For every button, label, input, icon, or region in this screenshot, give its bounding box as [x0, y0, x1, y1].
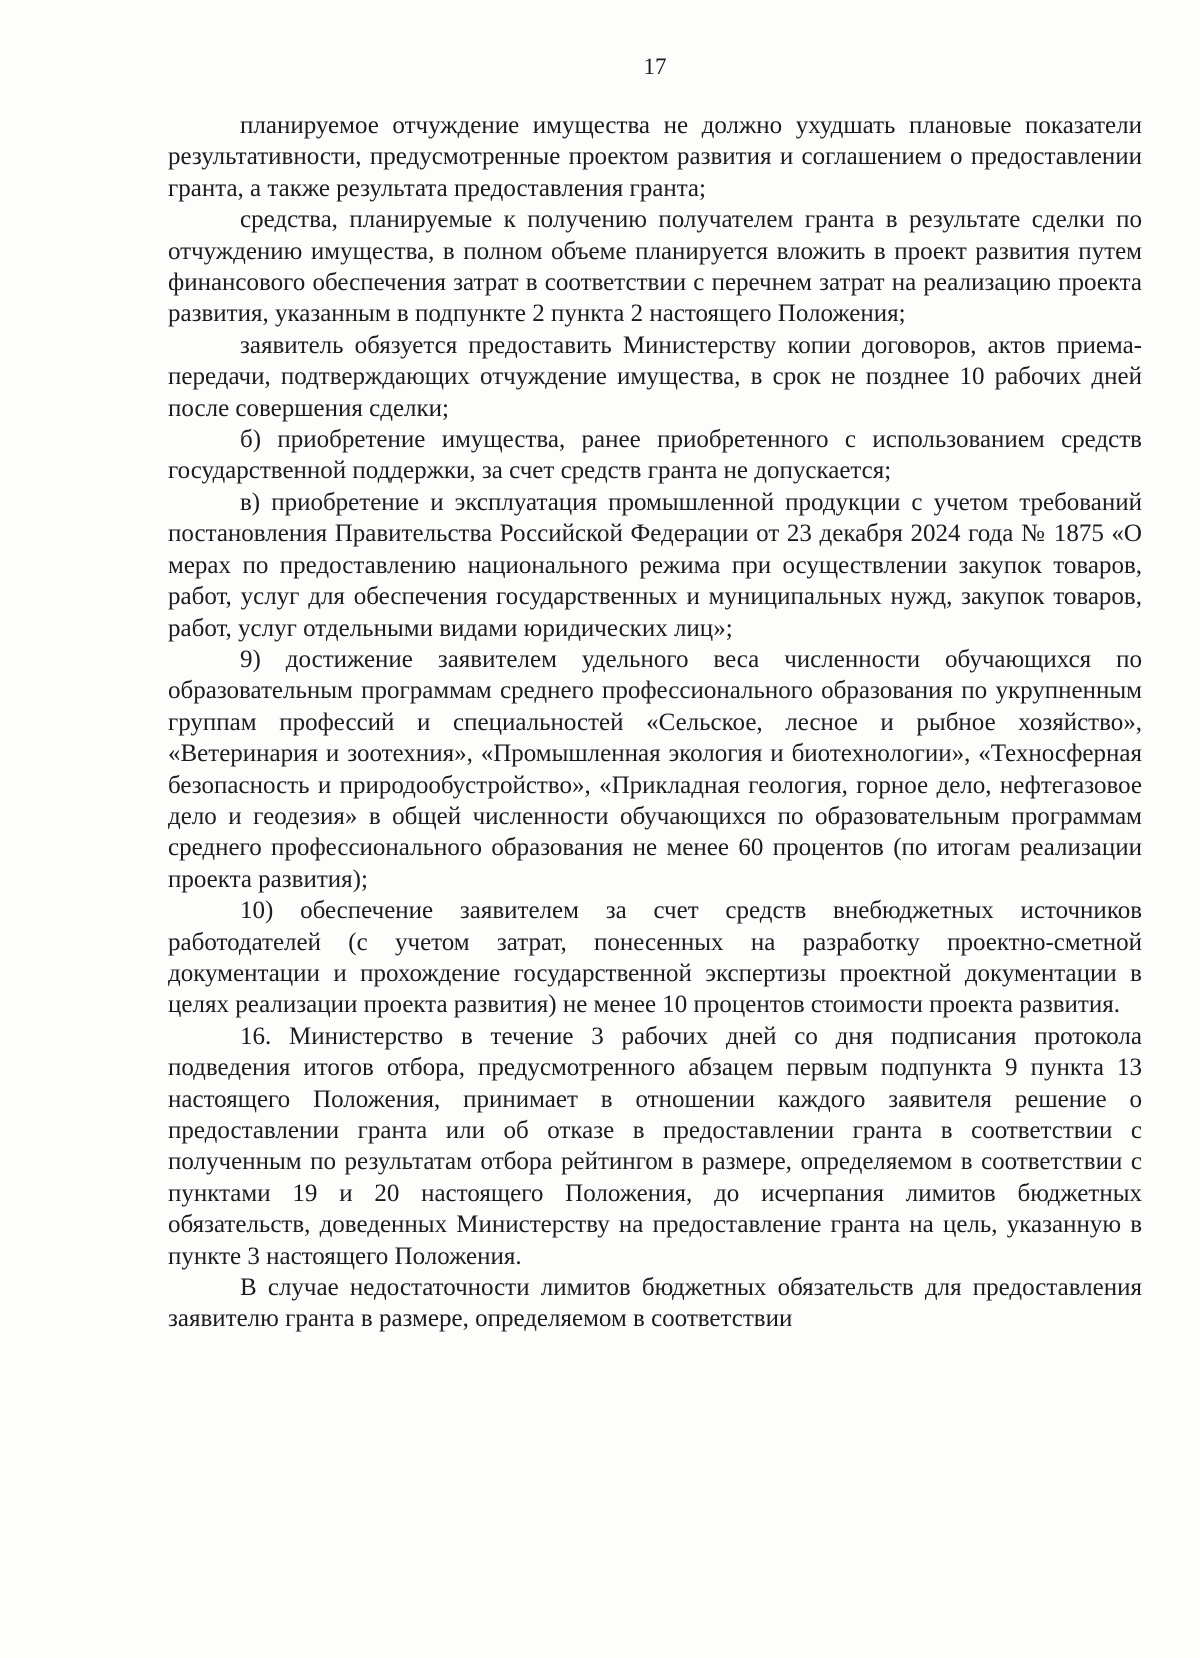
- paragraph: 16. Министерство в течение 3 рабочих дней со дня подписания протокола подведения итогов отбора, предусмотренного абзацем первым подпункта 9 пункта 13 настоящего Положения, принимает в отношении каждого заявителя решение о предоставлении гранта или об отказе в предоставлении гранта в соответствии с полученным по результатам отбора рейтингом в размере, определяемом в соответствии с пунктами 19 и 20 настоящего Положения, до исчерпания лимитов бюджетных обязательств, доведенных Министерству на предоставление гранта на цель, указанную в пункте 3 настоящего Положения.: [168, 1022, 1142, 1270]
- paragraph: в) приобретение и эксплуатация промышленной продукции с учетом требований постановления Правительства Российской Федерации от 23 декабря 2024 года № 1875 «О мерах по предоставлению национального режима при осуществлении закупок товаров, работ, услуг для обеспечения государственных и муниципальных нужд, закупок товаров, работ, услуг отдельными видами юридических лиц»;: [168, 488, 1142, 642]
- paragraph: средства, планируемые к получению получателем гранта в результате сделки по отчуждению имущества, в полном объеме планируется вложить в проект развития путем финансового обеспечения затрат в соответствии с перечнем затрат на реализацию проекта развития, указанным в подпункте 2 пункта 2 настоящего Положения;: [168, 206, 1142, 328]
- paragraph: В случае недостаточности лимитов бюджетных обязательств для предоставления заявителю гранта в размере, определяемом в соответствии: [168, 1274, 1142, 1333]
- document-body: [168, 110, 1142, 1335]
- paragraph: заявитель обязуется предоставить Министерству копии договоров, актов приема-передачи, подтверждающих отчуждение имущества, в срок не позднее 10 рабочих дней после совершения сделки;: [168, 331, 1142, 422]
- paragraph: 9) достижение заявителем удельного веса численности обучающихся по образовательным программам среднего профессионального образования по укрупненным группам профессий и специальностей «Сельское, лесное и рыбное хозяйство», «Ветеринария и зоотехния», «Промышленная экология и биотехнологии», «Техносферная безопасность и природообустройство», «Прикладная геология, горное дело, нефтегазовое дело и геодезия» в общей численности обучающихся по образовательным программам среднего профессионального образования не менее 60 процентов (по итогам реализации проекта развития);: [168, 645, 1142, 893]
- page-number: 17: [643, 54, 667, 79]
- paragraph: планируемое отчуждение имущества не должно ухудшать плановые показатели результативности, предусмотренные проектом развития и соглашением о предоставлении гранта, а также результата предоставления гранта;: [168, 112, 1142, 202]
- paragraph: б) приобретение имущества, ранее приобретенного с использованием средств государственной поддержки, за счет средств гранта не допускается;: [168, 426, 1142, 485]
- paragraph: 10) обеспечение заявителем за счет средств внебюджетных источников работодателей (с учетом затрат, понесенных на разработку проектно-сметной документации и прохождение государственной экспертизы проектной документации в целях реализации проекта развития) не менее 10 процентов стоимости проекта развития.: [168, 897, 1142, 1019]
